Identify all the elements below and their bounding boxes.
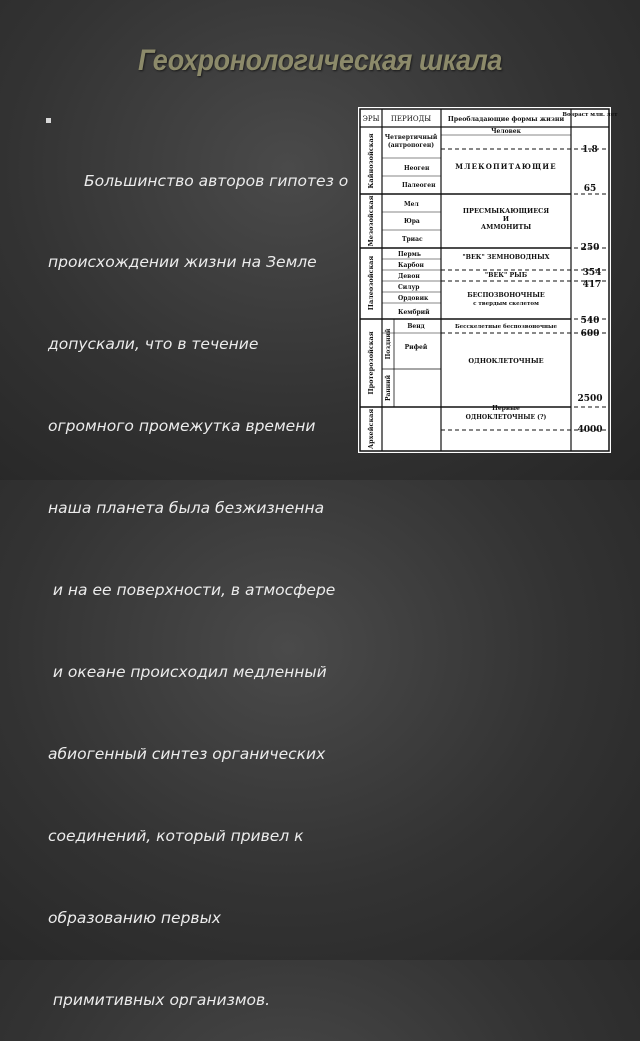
period-neogene: Неоген — [404, 165, 430, 172]
geochronological-table — [358, 107, 618, 453]
body-line: образованию первых — [48, 908, 221, 927]
body-line: происхождении жизни на Земле — [48, 253, 317, 272]
age-4000: 4000 — [577, 425, 603, 435]
period-carboniferous: Карбон — [398, 262, 424, 269]
period-jurassic: Юра — [404, 218, 420, 225]
period-cambrian: Кембрий — [398, 309, 430, 316]
period-permian: Пермь — [398, 251, 421, 258]
life-hard-skeleton: с твердым скелетом — [473, 301, 539, 307]
period-triassic: Триас — [402, 236, 423, 243]
period-ordovician: Ордовик — [398, 295, 429, 302]
body-line: соединений, который привел к — [48, 826, 304, 845]
body-line: наша планета была безжизненна — [48, 499, 325, 518]
period-vendian: Венд — [407, 323, 425, 330]
period-silurian: Силур — [398, 284, 420, 291]
era-proterozoic: Протерозойская — [367, 331, 375, 395]
era-cenozoic: Кайнозойская — [367, 133, 375, 189]
header-life-forms: Преобладающие формы жизни — [447, 116, 565, 123]
period-quaternary-1: Четвертичный — [384, 134, 438, 141]
period-cretaceous: Мел — [404, 201, 419, 208]
era-archean: Архейская — [367, 408, 375, 450]
body-line: Большинство авторов гипотез о — [84, 171, 349, 190]
body-line: и океане происходил медленный — [48, 662, 327, 681]
age-1-8: 1.8 — [582, 145, 598, 155]
body-line: примитивных организмов. — [48, 990, 271, 1009]
era-mesozoic: Мезозойская — [367, 195, 375, 247]
life-fish: "ВЕК" РЫБ — [484, 272, 528, 279]
age-417: 417 — [582, 280, 602, 290]
age-250: 250 — [580, 243, 600, 253]
life-ammonites: АММОНИТЫ — [480, 223, 532, 231]
age-2500: 2500 — [577, 394, 603, 404]
life-soft-invertebrates: Бесскелетные беспозвоночные — [454, 324, 558, 330]
age-540: 540 — [580, 316, 600, 326]
life-amphibians: "ВЕК" ЗЕМНОВОДНЫХ — [462, 254, 550, 261]
age-65: 65 — [583, 184, 597, 194]
slide-body-text — [48, 113, 378, 1041]
life-invertebrates: БЕСПОЗВОНОЧНЫЕ — [467, 292, 545, 299]
subdivision-late: Поздний — [385, 328, 392, 360]
life-and: И — [502, 215, 510, 223]
period-devonian: Девон — [398, 273, 420, 280]
life-human: Человек — [491, 128, 521, 135]
life-reptiles: ПРЕСМЫКАЮЩИЕСЯ — [462, 207, 550, 215]
header-age: Возраст млн. лет — [562, 112, 618, 118]
period-riphean: Рифей — [404, 344, 428, 351]
life-mammals: МЛЕКОПИТАЮЩИЕ — [455, 162, 557, 171]
body-line: абиогенный синтез органических — [48, 744, 326, 763]
header-eras: ЭРЫ — [362, 115, 380, 123]
body-line: огромного промежутка времени — [48, 417, 316, 436]
life-unicellular: ОДНОКЛЕТОЧНЫЕ — [468, 357, 544, 365]
era-paleozoic: Палеозойская — [367, 255, 375, 311]
life-first-unicellular: ОДНОКЛЕТОЧНЫЕ (?) — [465, 414, 547, 421]
body-line: допускали, что в течение — [48, 335, 259, 354]
age-354: 354 — [582, 268, 602, 278]
age-600: 600 — [580, 329, 600, 339]
period-quaternary-2: (антропоген) — [387, 142, 435, 149]
slide-title: Геохронологическая шкала — [138, 44, 502, 77]
subdivision-early: Ранний — [385, 374, 392, 402]
body-line: и на ее поверхности, в атмосфере — [48, 581, 336, 600]
life-first: Первые — [492, 405, 520, 412]
period-paleogene: Палеоген — [402, 182, 436, 189]
header-periods: ПЕРИОДЫ — [390, 115, 432, 123]
